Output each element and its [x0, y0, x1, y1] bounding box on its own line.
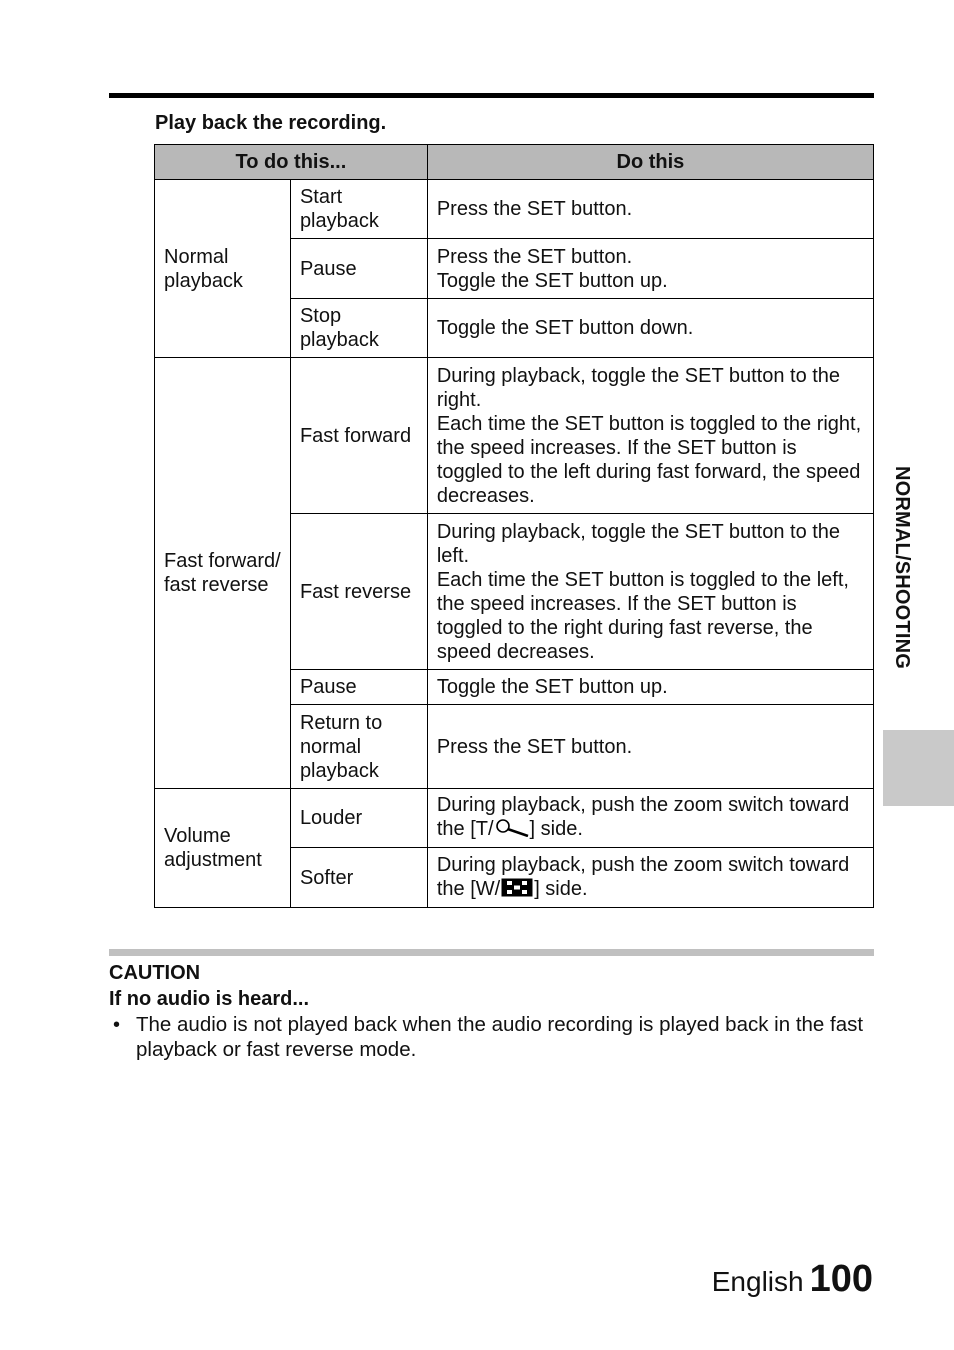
action-cell: Fast forward: [290, 358, 427, 514]
caution-title: CAUTION: [109, 962, 201, 984]
sidebar-tab: [883, 730, 954, 806]
action-cell: Fast reverse: [290, 514, 427, 670]
header-dothis: Do this: [427, 145, 873, 180]
instruction-cell: Press the SET button. Toggle the SET button up.: [427, 239, 873, 299]
playback-operations-table: [154, 144, 874, 908]
instruction-cell: During playback, push the zoom switch toward the [T/ ] side.: [427, 789, 873, 848]
table-header-row: [155, 145, 874, 180]
action-cell: Start playback: [290, 180, 427, 239]
instruction-cell: During playback, toggle the SET button to the right. Each time the SET button is toggled to the right, the speed increases. If the SET button is toggled to the left during fast forward, the speed decreases.: [427, 358, 873, 514]
group-label-volume-adjustment: Volume adjustment: [155, 789, 291, 908]
group-label-fast-forward-reverse: Fast forward/ fast reverse: [155, 358, 291, 789]
section-title: Play back the recording.: [155, 112, 387, 134]
page-number: 100: [809, 1258, 873, 1300]
caution-bullet: •: [113, 1014, 121, 1036]
action-cell: Return to normal playback: [290, 705, 427, 789]
group-label-normal-playback: Normal playback: [155, 180, 291, 358]
caution-text: The audio is not played back when the audio recording is played back in the fast playback or fast reverse mode.: [136, 1013, 864, 1061]
instruction-cell: Toggle the SET button down.: [427, 299, 873, 358]
zoom-tele-icon: [495, 819, 529, 843]
table-row: [155, 789, 874, 848]
top-rule: [109, 93, 874, 98]
sidebar-section-label: NORMAL/SHOOTING: [891, 466, 913, 669]
zoom-wide-grid-icon: [501, 878, 533, 903]
instruction-cell: During playback, push the zoom switch toward the [W/ ] side.: [427, 848, 873, 908]
table-row: [155, 180, 874, 239]
action-cell: Pause: [290, 670, 427, 705]
instruction-cell: Press the SET button.: [427, 705, 873, 789]
action-cell: Softer: [290, 848, 427, 908]
table-row: [155, 358, 874, 514]
action-cell: Stop playback: [290, 299, 427, 358]
header-todo: To do this...: [155, 145, 428, 180]
footer-language: English: [711, 1266, 804, 1297]
instruction-cell: During playback, toggle the SET button to the left. Each time the SET button is toggled to the left, the speed increases. If the SET button is toggled to the right during fast reverse, the speed decreases.: [427, 514, 873, 670]
instruction-cell: Toggle the SET button up.: [427, 670, 873, 705]
page-footer: [712, 1258, 873, 1301]
action-cell: Louder: [290, 789, 427, 848]
instruction-cell: Press the SET button.: [427, 180, 873, 239]
action-cell: Pause: [290, 239, 427, 299]
caution-subtitle: If no audio is heard...: [109, 988, 310, 1010]
caution-rule: [109, 949, 874, 956]
